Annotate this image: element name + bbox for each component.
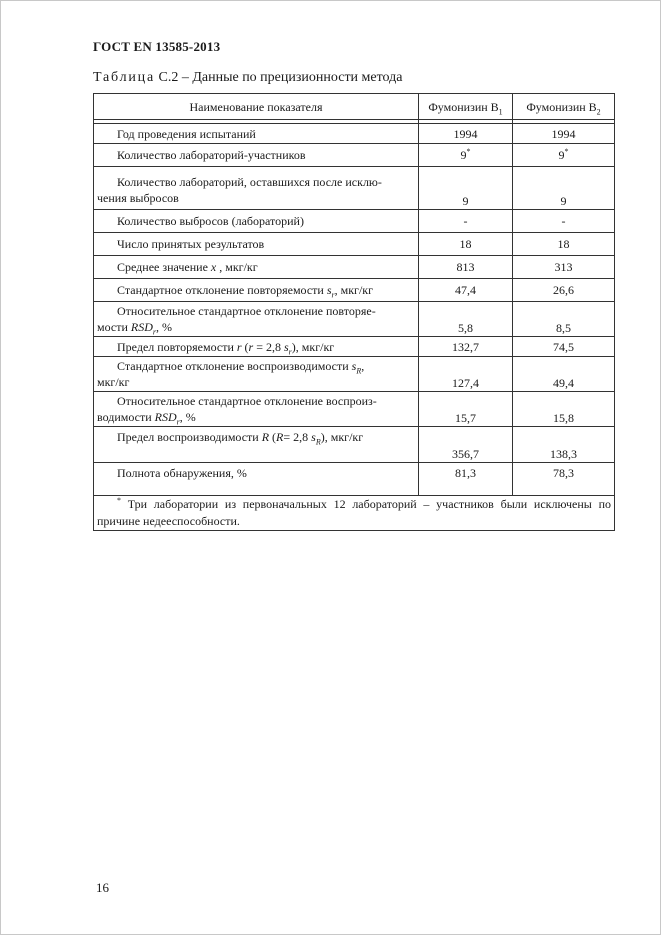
- table-row: Количество выбросов (лабораторий) - -: [94, 210, 615, 233]
- table-title: [93, 70, 403, 86]
- table-footnote-row: [94, 496, 615, 531]
- table-row: Относительное стандартное отклонение повторяе- мости $RSD_r$, % 5,8 8,5: [94, 302, 615, 337]
- precision-table: [93, 93, 615, 531]
- table-row: Предел повторяемости r (r = 2,8 $s_r$), мкг/кг 132,7 74,5: [94, 337, 615, 357]
- table-footnote: * Три лаборатории из первоначальных 12 лабораторий – участников были исключены по причине недееспособности.: [94, 496, 615, 531]
- header-name: Наименование показателя: [94, 94, 419, 120]
- table-title-prefix: Таблица: [93, 70, 155, 85]
- header-fumonisin-b1: Фумонизин $В_1$: [419, 94, 513, 120]
- page-number: 16: [96, 880, 109, 895]
- table-row: Количество лабораторий-участников 9* 9*: [94, 144, 615, 167]
- document-code: ГОСТ EN 13585-2013: [93, 39, 221, 54]
- table-header-row: [94, 94, 615, 120]
- table-row: Стандартное отклонение повторяемости $s_r$, мкг/кг 47,4 26,6: [94, 279, 615, 302]
- table-row: Предел воспроизводимости R (R= 2,8 $s_R$), мкг/кг 356,7 138,3: [94, 427, 615, 463]
- table-row: Количество лабораторий, оставшихся после исклю- чения выбросов 9 9: [94, 167, 615, 210]
- table-row: Среднее значение x , мкг/кг 813 313: [94, 256, 615, 279]
- header-fumonisin-b2: Фумонизин $В_2$: [513, 94, 615, 120]
- table-row: Стандартное отклонение воспроизводимости $s_R$, мкг/кг 127,4 49,4: [94, 357, 615, 392]
- table-row: Год проведения испытаний 1994 1994: [94, 124, 615, 144]
- table-title-text: С.2 – Данные по прецизионности метода: [154, 70, 403, 85]
- table-row: Полнота обнаружения, % 81,3 78,3: [94, 463, 615, 496]
- table-row: Число принятых результатов 18 18: [94, 233, 615, 256]
- table-row: Относительное стандартное отклонение воспроиз- водимости $RSD_r$, % 15,7 15,8: [94, 392, 615, 427]
